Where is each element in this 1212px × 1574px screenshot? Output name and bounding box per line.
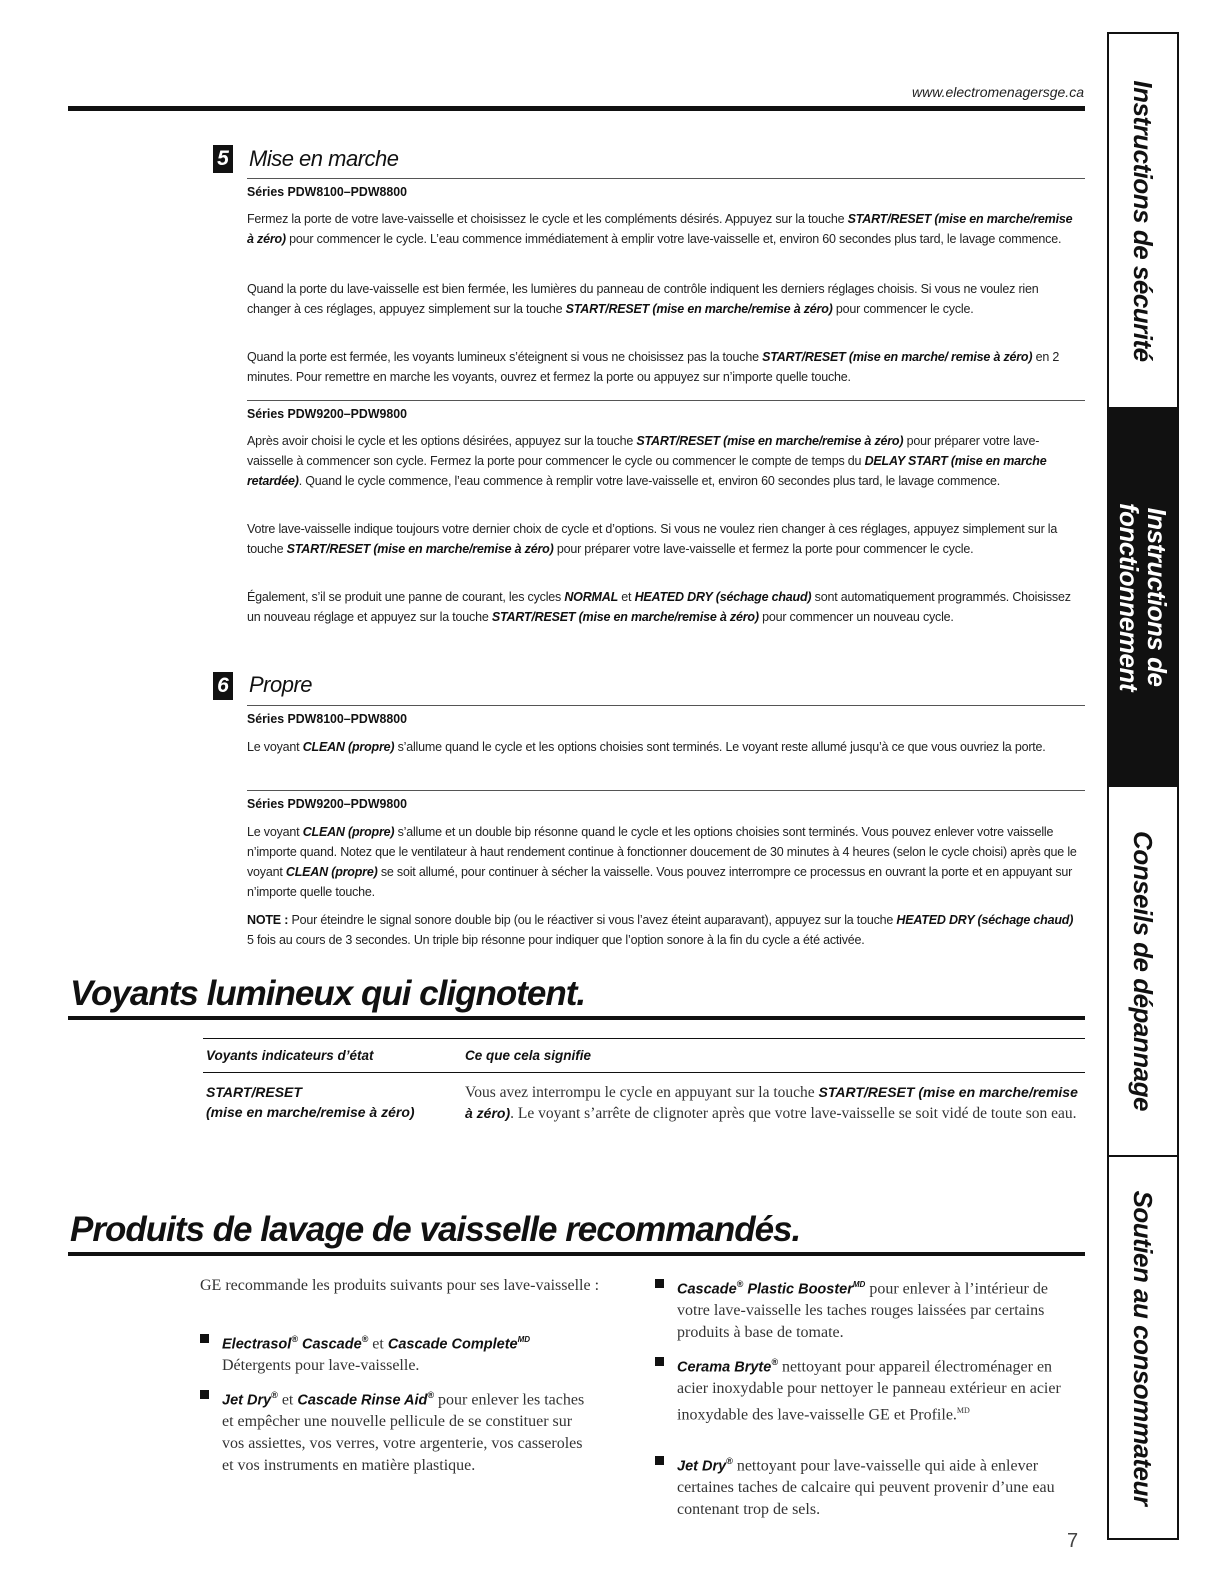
section-number-badge: 6 [213,672,233,700]
heading-produits: Produits de lavage de vaisselle recommandés. [70,1210,801,1249]
page-number: 7 [1067,1530,1079,1552]
products-intro: GE recommande les produits suivants pour ses lave-vaisselle : [200,1277,600,1294]
section-title: Propre [249,672,313,697]
heading-voyants: Voyants lumineux qui clignotent. [70,974,586,1013]
bullet-icon [655,1279,664,1288]
bullet-icon [200,1390,209,1399]
bullet-icon [655,1357,664,1366]
series-rule [247,400,1085,401]
series-rule [247,790,1085,791]
table-header-meaning: Ce que cela signifie [465,1048,592,1063]
section-sidebar [1107,32,1179,1540]
tab-label: Instructions de fonctionnement [1114,503,1172,691]
tab-soutien-consommateur[interactable] [1109,1157,1177,1538]
tab-instructions-fonctionnement[interactable] [1109,407,1177,787]
section-number-badge: 5 [213,145,233,173]
note-paragraph: NOTE : Pour éteindre le signal sonore double bip (ou le réactiver si vous l’avez éteint auparavant), appuyez sur la touche HEATED DRY (séchage chaud) 5 fois au cours de 3 secondes. Un triple bip résonne pour indiquer que l’option sonore à la fin du cycle a été activée. [247,913,1074,947]
heading-rule [68,1252,1085,1256]
bullet-icon [200,1334,209,1343]
heading-rule [68,1016,1085,1020]
series-label: Séries PDW9200–PDW9800 [247,406,407,421]
series-label: Séries PDW8100–PDW8800 [247,711,407,726]
paragraph: Quand la porte du lave-vaisselle est bien fermée, les lumières du panneau de contrôle indiquent les derniers réglages choisis. Si vous ne voulez rien changer à ces réglages, appuyez simplement sur la touche START/RESET (mise en marche/remise à zéro) pour commencer le cycle. [247,282,1039,316]
tab-label: Soutien au consommateur [1128,1190,1158,1505]
section-rule [247,178,1085,179]
table-header-rule [203,1072,1085,1073]
paragraph: Le voyant CLEAN (propre) s’allume quand le cycle et les options choisies sont terminés. Le voyant reste allumé jusqu’à ce que vous ouvriez la porte. [247,740,1046,754]
paragraph: Également, s’il se produit une panne de courant, les cycles NORMAL et HEATED DRY (séchage chaud) sont automatiquement programmés. Choisissez un nouveau réglage et appuyez sur la touche START/RESET (mise en marche/remise à zéro) pour commencer un nouveau cycle. [247,590,1071,624]
section-rule [247,705,1085,706]
paragraph: Le voyant CLEAN (propre) s’allume et un double bip résonne quand le cycle et les options choisies sont terminés. Vous pouvez enlever votre vaisselle n’importe quand. Notez que le ventilateur à haut rendement continue à fonctionner doucement de 30 minutes à 4 heures (selon le cycle choisi) après que le voyant CLEAN (propre) se soit allumé, pour continuer à sécher la vaisselle. Vous pouvez interrompre ce processus en ouvrant la porte et en appuyant sur n’importe quelle touche. [247,825,1077,899]
header-rule [68,106,1085,111]
series-label: Séries PDW9200–PDW9800 [247,796,407,811]
website-url: www.electromenagersge.ca [912,84,1084,100]
table-cell-meaning: Vous avez interrompu le cycle en appuyant sur la touche START/RESET (mise en marche/remise à zéro). Le voyant s’arrête de clignoter après que votre lave-vaisselle se soit vidé de toute son eau. [465,1084,1078,1122]
tab-instructions-securite[interactable] [1109,34,1177,407]
section-title: Mise en marche [249,146,399,171]
tab-conseils-depannage[interactable] [1109,787,1177,1157]
paragraph: Votre lave-vaisselle indique toujours votre dernier choix de cycle et d’options. Si vous ne voulez rien changer à ces réglages, appuyez simplement sur la touche START/RESET (mise en marche/remise à zéro) pour préparer votre lave-vaisselle et fermez la porte pour commencer le cycle. [247,522,1058,556]
table-header-status: Voyants indicateurs d’état [206,1048,374,1063]
table-top-rule [203,1038,1085,1039]
paragraph: Après avoir choisi le cycle et les options désirées, appuyez sur la touche START/RESET (mise en marche/remise à zéro) pour préparer votre lave-vaisselle à commencer son cycle. Fermez la porte pour commencer le cycle ou commencer le compte de temps du DELAY START (mise en marche retardée). Quand le cycle commence, l’eau commence à remplir votre lave-vaisselle et, environ 60 secondes plus tard, le lavage commence. [247,434,1047,488]
paragraph: Quand la porte est fermée, les voyants lumineux s’éteignent si vous ne choisissez pas la touche START/RESET (mise en marche/ remise à zéro) en 2 minutes. Pour remettre en marche les voyants, ouvrez et fermez la porte ou appuyez sur n’importe quelle touche. [247,350,1060,384]
tab-label: Conseils de dépannage [1128,831,1158,1111]
paragraph: Fermez la porte de votre lave-vaisselle et choisissez le cycle et les compléments désirés. Appuyez sur la touche START/RESET (mise en marche/remise à zéro) pour commencer le cycle. L’eau commence immédiatement à emplir votre lave-vaisselle et, environ 60 secondes plus tard, le lavage commence. [247,212,1073,246]
tab-label: Instructions de sécurité [1128,79,1158,362]
bullet-icon [655,1456,664,1465]
table-cell-indicator: START/RESET (mise en marche/remise à zéro) [206,1084,415,1120]
series-label: Séries PDW8100–PDW8800 [247,184,407,199]
